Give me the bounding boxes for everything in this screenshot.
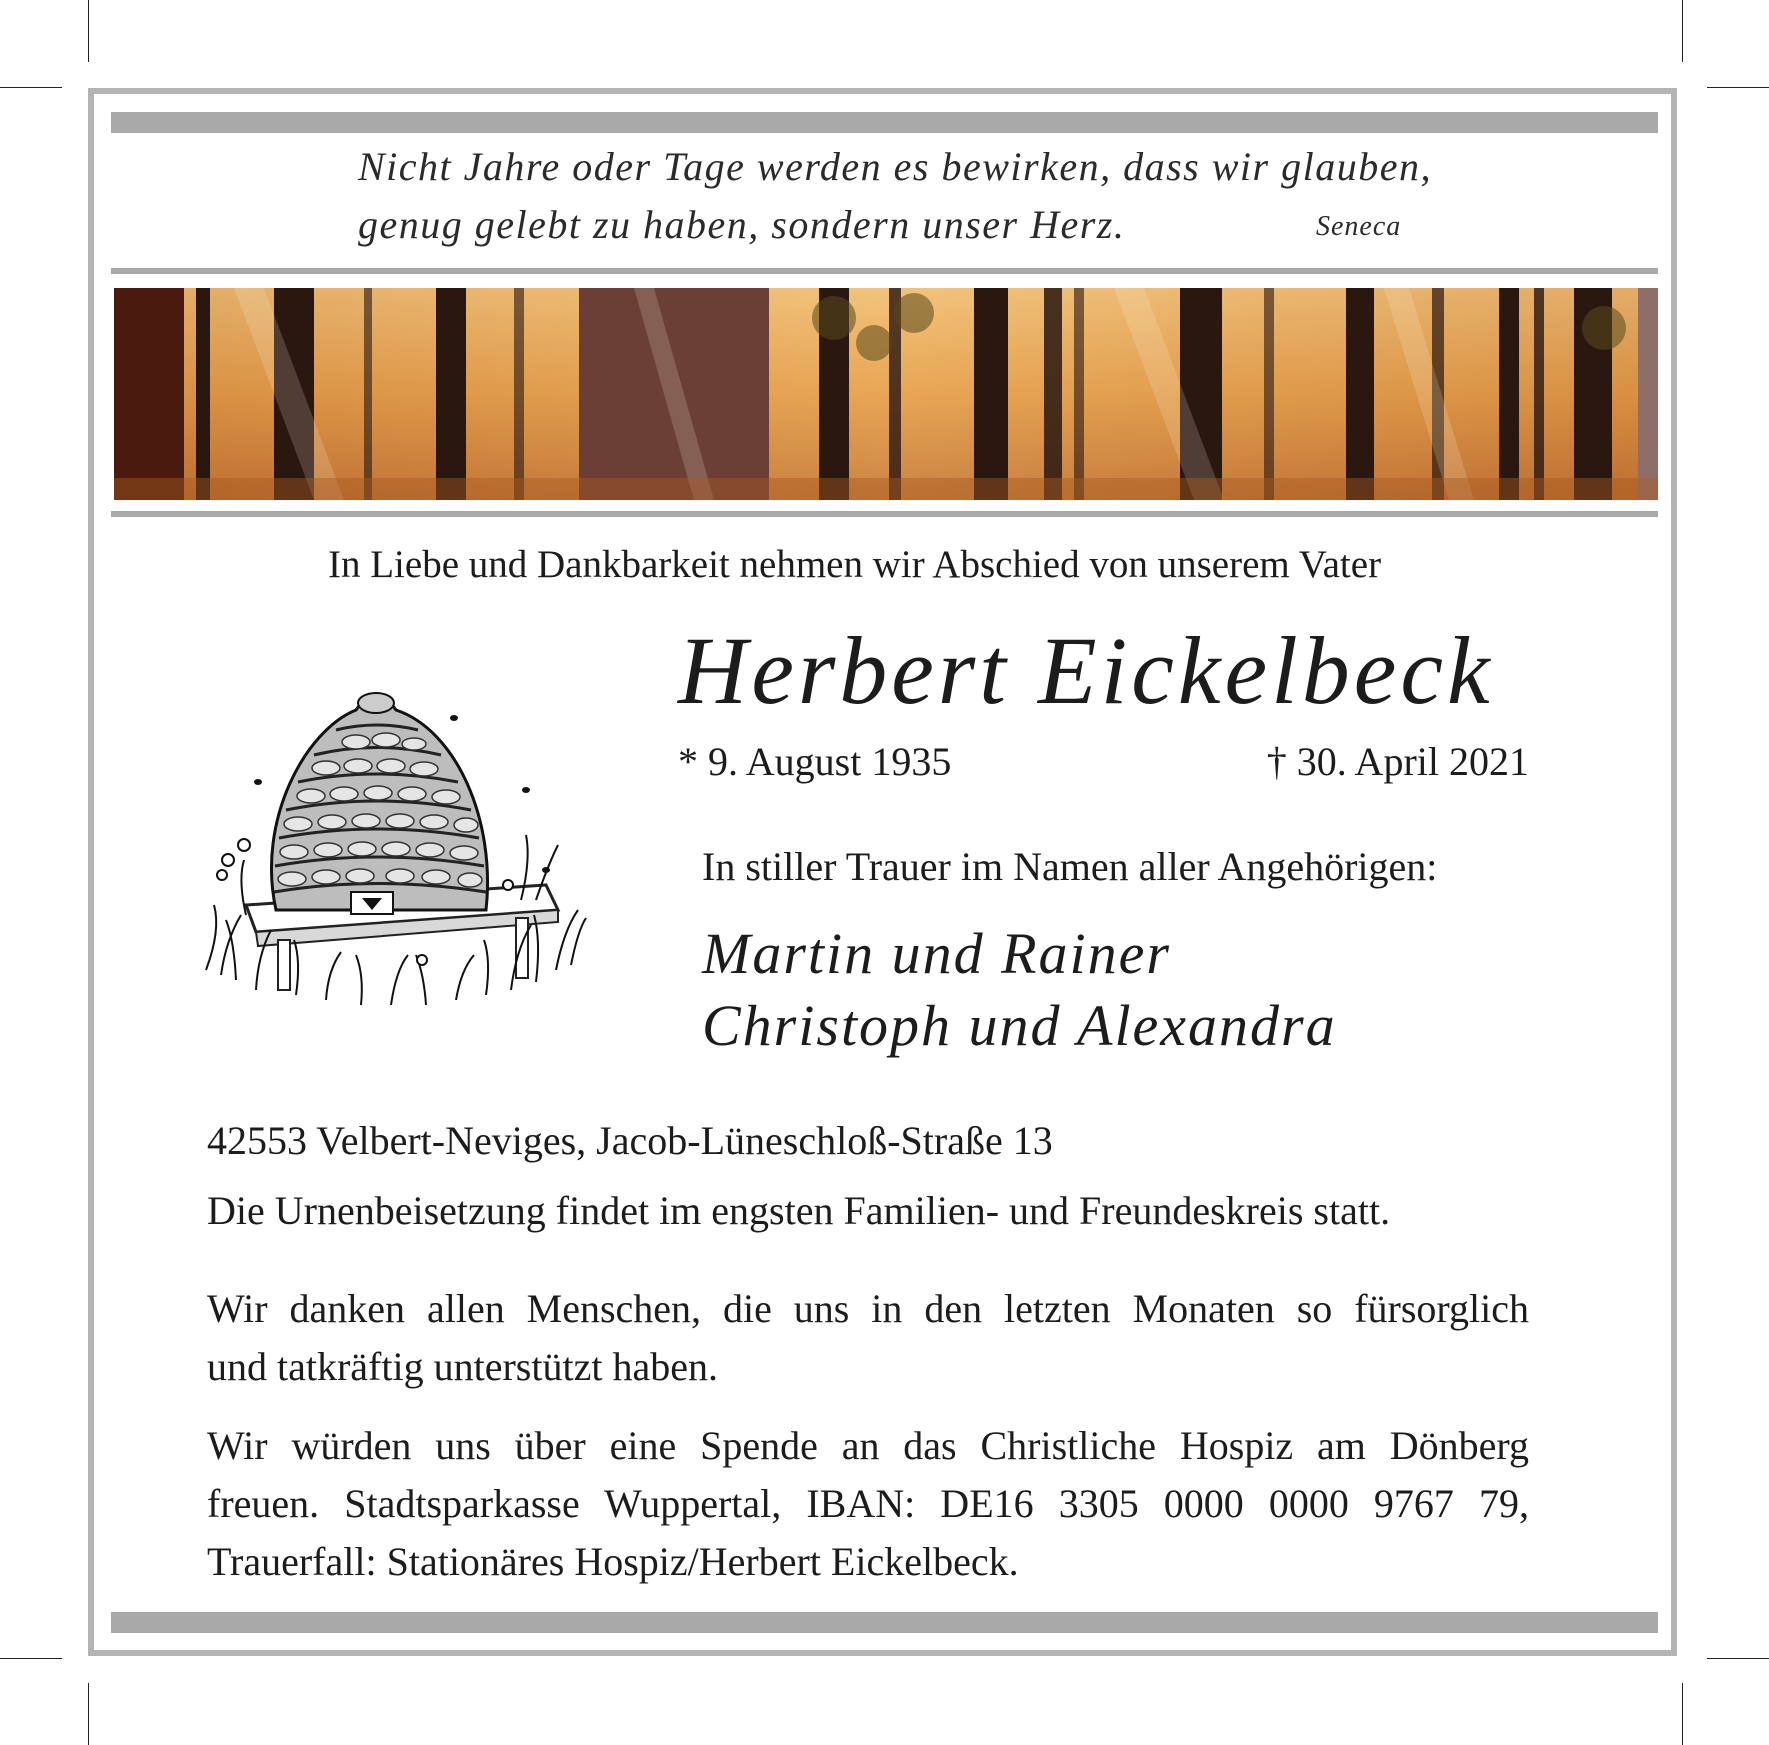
donation-line-2: freuen. Stadtsparkasse Wuppertal, IBAN: DE16 3305 0000 0000 9767 79, [207,1481,1529,1526]
forest-banner [114,288,1658,500]
mourners-line-1: Martin und Rainer [702,921,1171,986]
crop-mark [1707,87,1769,88]
crop-mark [1682,1683,1683,1745]
thanks-line-1: Wir danken allen Menschen, die uns in den letzten Monaten so fürsorglich [207,1286,1529,1331]
divider [111,268,1658,274]
crop-mark [88,0,89,62]
donation-text [207,1417,1529,1591]
crop-mark [88,1683,89,1745]
mourners-heading: In stiller Trauer im Namen aller Angehörigen: [702,844,1438,889]
quote-line-2: genug gelebt zu haben, sondern unser Herz. [358,202,1126,247]
crop-mark [0,1658,62,1659]
crop-mark [0,87,62,88]
quote-line-1: Nicht Jahre oder Tage werden es bewirken, dass wir glauben, [358,144,1432,189]
donation-line-3: Trauerfall: Stationäres Hospiz/Herbert Eickelbeck. [207,1539,1019,1584]
donation-line-1: Wir würden uns über eine Spende an das Christliche Hospiz am Dönberg [207,1423,1529,1468]
thanks-line-2: und tatkräftig unterstützt haben. [207,1344,718,1389]
bottom-bar [111,1612,1658,1633]
quote-author: Seneca [1316,211,1402,242]
crop-mark [1682,0,1683,62]
intro-text: In Liebe und Dankbarkeit nehmen wir Abschied von unserem Vater [328,543,1382,586]
mourners-line-2: Christoph und Alexandra [702,993,1337,1058]
quote [358,138,1432,254]
thanks-text [207,1280,1529,1396]
mourners-names [702,918,1337,1062]
burial-note: Die Urnenbeisetzung findet im engsten Familien- und Freundeskreis statt. [207,1188,1391,1233]
divider [111,511,1658,517]
death-date: † 30. April 2021 [1266,739,1529,784]
deceased-name: Herbert Eickelbeck [678,617,1494,724]
top-bar [111,112,1658,133]
beehive-illustration [186,670,596,1015]
crop-mark [1707,1658,1769,1659]
birth-date: * 9. August 1935 [678,739,952,784]
address: 42553 Velbert-Neviges, Jacob-Lüneschloß-Straße 13 [207,1118,1053,1163]
